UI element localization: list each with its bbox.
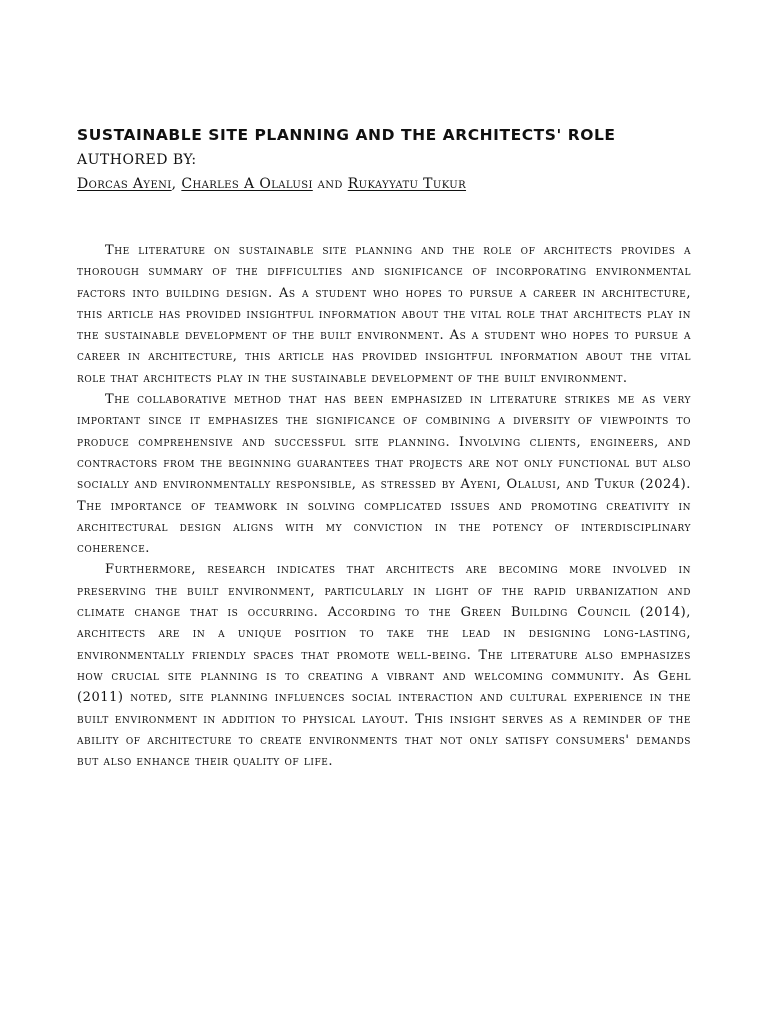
author-link-charles-olalusi[interactable]: Charles A Olalusi: [181, 176, 313, 192]
document-body: [77, 240, 691, 772]
author-separator-and: and: [312, 176, 348, 192]
body-paragraph-3: Furthermore, research indicates that architects are becoming more involved in preserving the built environment, particularly in light of the rapid urbanization and climate change that is occurring. According to the Green Building Council (2014), architects are in a unique position to take the lead in designing long-lasting, environmentally friendly spaces that promote well-being. The literature also emphasizes how crucial site planning is to creating a vibrant and welcoming community. As Gehl (2011) noted, site planning influences social interaction and cultural experience in the built environment in addition to physical layout. This insight serves as a reminder of the ability of architecture to create environments that not only satisfy consumers' demands but also enhance their quality of life.: [77, 562, 691, 770]
document-title: SUSTAINABLE SITE PLANNING AND THE ARCHITECTS' ROLE: [77, 126, 616, 144]
body-paragraph-2: The collaborative method that has been emphasized in literature strikes me as very important since it emphasizes the significance of combining a diversity of viewpoints to produce comprehensive and successful site planning. Involving clients, engineers, and contractors from the beginning guarantees that projects are not only functional but also socially and environmentally responsible, as stressed by Ayeni, Olalusi, and Tukur (2024). The importance of teamwork in solving complicated issues and promoting creativity in architectural design aligns with my conviction in the potency of interdisciplinary coherence.: [77, 392, 691, 557]
authored-by-label: AUTHORED BY:: [77, 152, 197, 168]
author-list: [77, 176, 466, 192]
author-link-rukayyatu-tukur[interactable]: Rukayyatu Tukur: [347, 176, 467, 192]
author-link-dorcas-ayeni[interactable]: Dorcas Ayeni: [77, 176, 172, 192]
author-separator-comma: ,: [171, 176, 182, 192]
body-paragraph-1: The literature on sustainable site planning and the role of architects provides a thorough summary of the difficulties and significance of incorporating environmental factors into building design. As a student who hopes to pursue a career in architecture, this article has provided insightful information about the vital role that architects play in the sustainable development of the built environment. As a student who hopes to pursue a career in architecture, this article has provided insightful information about the vital role that architects play in the sustainable development of the built environment.: [77, 243, 691, 386]
